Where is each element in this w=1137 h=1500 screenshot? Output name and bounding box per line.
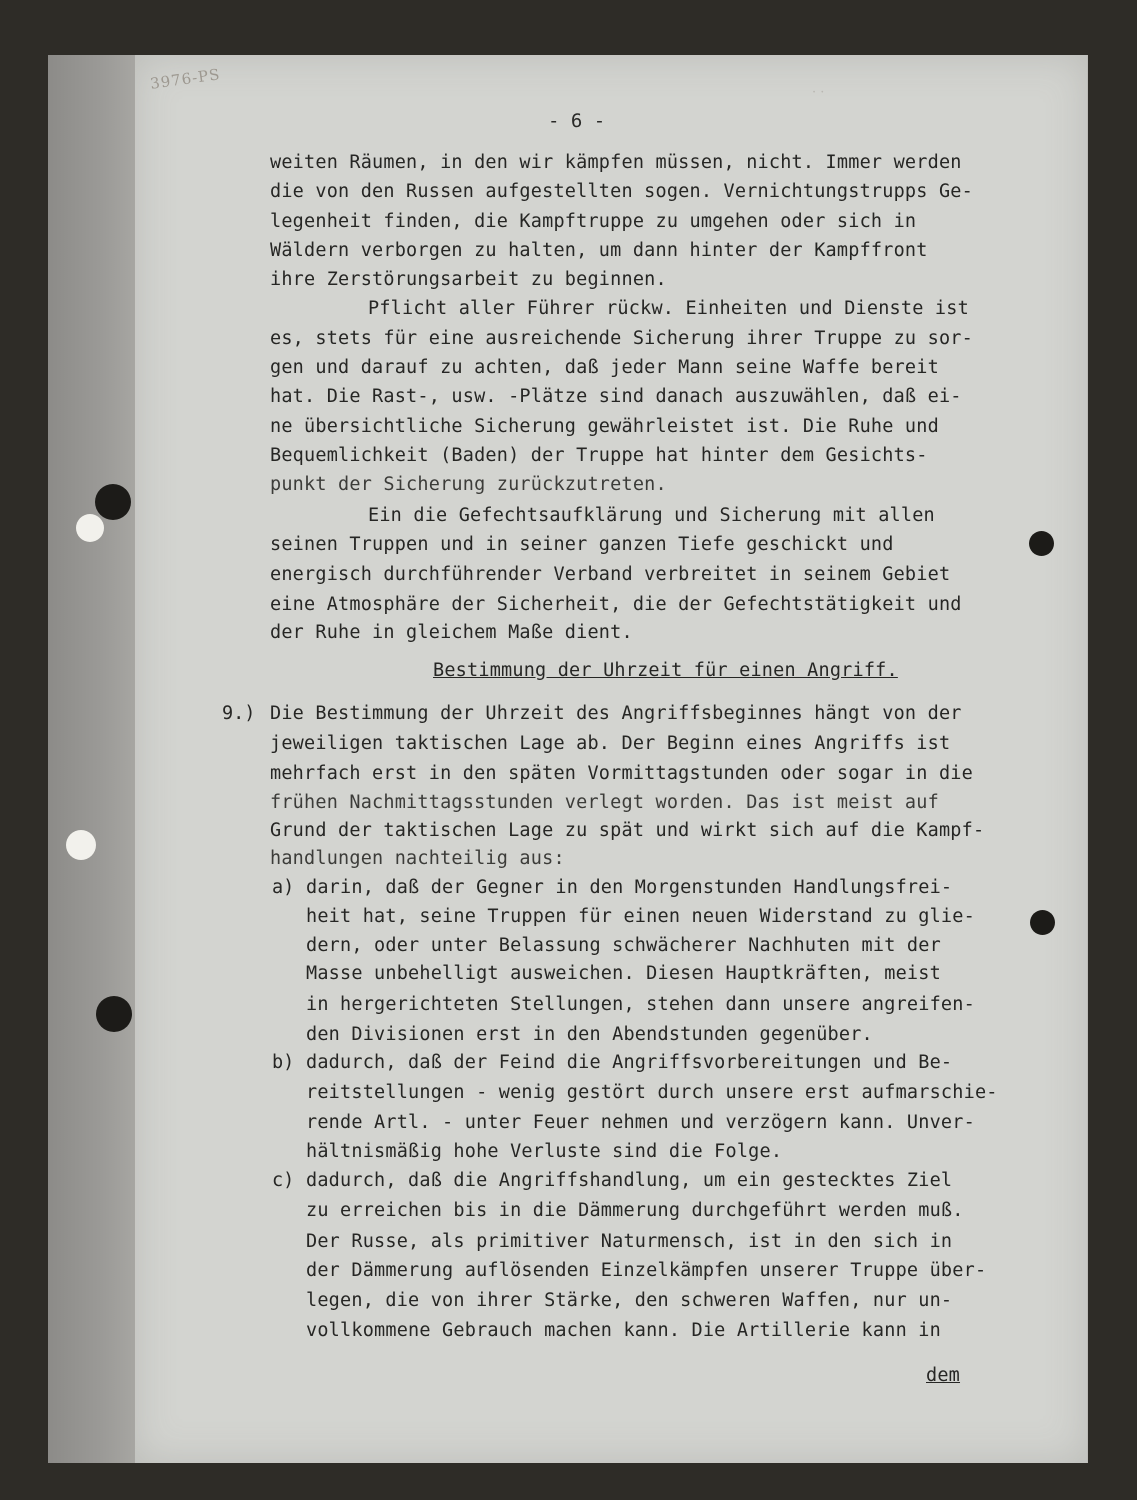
text-line: legenheit finden, die Kampftruppe zu umgehen oder sich in xyxy=(270,211,917,232)
list-item-line: heit hat, seine Truppen für einen neuen Widerstand zu glie- xyxy=(306,906,975,927)
list-item-line: legen, die von ihrer Stärke, den schweren Waffen, nur un- xyxy=(306,1290,953,1311)
list-item-line: in hergerichteten Stellungen, stehen dann unsere angreifen- xyxy=(306,994,975,1015)
list-marker: b) xyxy=(272,1052,295,1073)
text-line: ne übersichtliche Sicherung gewährleistet ist. Die Ruhe und xyxy=(270,416,939,437)
section-heading: Bestimmung der Uhrzeit für einen Angriff. xyxy=(433,660,898,681)
text-line: die von den Russen aufgestellten sogen. Vernichtungstrupps Ge- xyxy=(270,181,973,202)
text-line: jeweiligen taktischen Lage ab. Der Beginn eines Angriffs ist xyxy=(270,733,951,754)
text-line: punkt der Sicherung zurückzutreten. xyxy=(270,474,667,495)
text-line: hat. Die Rast-, usw. -Plätze sind danach auszuwählen, daß ei- xyxy=(270,386,962,407)
text-line: mehrfach erst in den späten Vormittagstunden oder sogar in die xyxy=(270,763,973,784)
list-item-line: Der Russe, als primitiver Naturmensch, ist in den sich in xyxy=(306,1231,953,1252)
section-number: 9.) xyxy=(222,703,256,724)
punch-hole xyxy=(1029,531,1054,556)
list-item-line: vollkommene Gebrauch machen kann. Die Artillerie kann in xyxy=(306,1320,941,1341)
text-line: Grund der taktischen Lage zu spät und wirkt sich auf die Kampf- xyxy=(270,820,985,841)
text-line: Wäldern verborgen zu halten, um dann hinter der Kampffront xyxy=(270,240,928,261)
list-item-line: darin, daß der Gegner in den Morgenstunden Handlungsfrei- xyxy=(306,877,953,898)
list-marker: a) xyxy=(272,877,295,898)
list-item-line: dadurch, daß der Feind die Angriffsvorbereitungen und Be- xyxy=(306,1052,953,1073)
list-item-line: hältnismäßig hohe Verluste sind die Folge. xyxy=(306,1141,783,1162)
text-line: Die Bestimmung der Uhrzeit des Angriffsbeginnes hängt von der xyxy=(270,703,962,724)
text-line: gen und darauf zu achten, daß jeder Mann seine Waffe bereit xyxy=(270,357,939,378)
punch-hole xyxy=(66,830,96,860)
list-item-line: dadurch, daß die Angriffshandlung, um ein gestecktes Ziel xyxy=(306,1170,953,1191)
list-item-line: den Divisionen erst in den Abendstunden gegenüber. xyxy=(306,1024,873,1045)
list-item-line: reitstellungen - wenig gestört durch unsere erst aufmarschie- xyxy=(306,1082,998,1103)
punch-hole xyxy=(95,484,131,520)
list-marker: c) xyxy=(272,1170,295,1191)
list-item-line: dern, oder unter Belassung schwächerer Nachhuten mit der xyxy=(306,935,941,956)
punch-hole xyxy=(1030,910,1055,935)
archive-pencil-mark: 3976-PS xyxy=(149,65,222,93)
text-line: handlungen nachteilig aus: xyxy=(270,848,565,869)
text-line: es, stets für eine ausreichende Sicherung ihrer Truppe zu sor- xyxy=(270,328,973,349)
list-item-line: Masse unbehelligt ausweichen. Diesen Hauptkräften, meist xyxy=(306,963,941,984)
text-line: Pflicht aller Führer rückw. Einheiten und Dienste ist xyxy=(368,298,969,319)
list-item-line: zu erreichen bis in die Dämmerung durchgeführt werden muß. xyxy=(306,1200,964,1221)
text-line: energisch durchführender Verband verbreitet in seinem Gebiet xyxy=(270,564,951,585)
board-shadow-band xyxy=(48,55,138,1463)
punch-hole xyxy=(76,514,104,542)
list-item-line: der Dämmerung auflösenden Einzelkämpfen unserer Truppe über- xyxy=(306,1260,987,1281)
text-line: Bequemlichkeit (Baden) der Truppe hat hinter dem Gesichts- xyxy=(270,445,928,466)
list-item-line: rende Artl. - unter Feuer nehmen und verzögern kann. Unver- xyxy=(306,1112,975,1133)
text-line: frühen Nachmittagsstunden verlegt worden. Das ist meist auf xyxy=(270,792,939,813)
faint-pencil-mark: · · xyxy=(812,85,825,100)
catchword: dem xyxy=(926,1365,961,1386)
text-line: der Ruhe in gleichem Maße dient. xyxy=(270,622,633,643)
text-line: seinen Truppen und in seiner ganzen Tiefe geschickt und xyxy=(270,534,894,555)
text-line: weiten Räumen, in den wir kämpfen müssen, nicht. Immer werden xyxy=(270,152,962,173)
page-number: - 6 - xyxy=(548,110,606,132)
punch-hole xyxy=(96,996,132,1032)
text-line: eine Atmosphäre der Sicherheit, die der Gefechtstätigkeit und xyxy=(270,594,962,615)
text-line: ihre Zerstörungsarbeit zu beginnen. xyxy=(270,269,667,290)
text-line: Ein die Gefechtsaufklärung und Sicherung mit allen xyxy=(368,505,935,526)
